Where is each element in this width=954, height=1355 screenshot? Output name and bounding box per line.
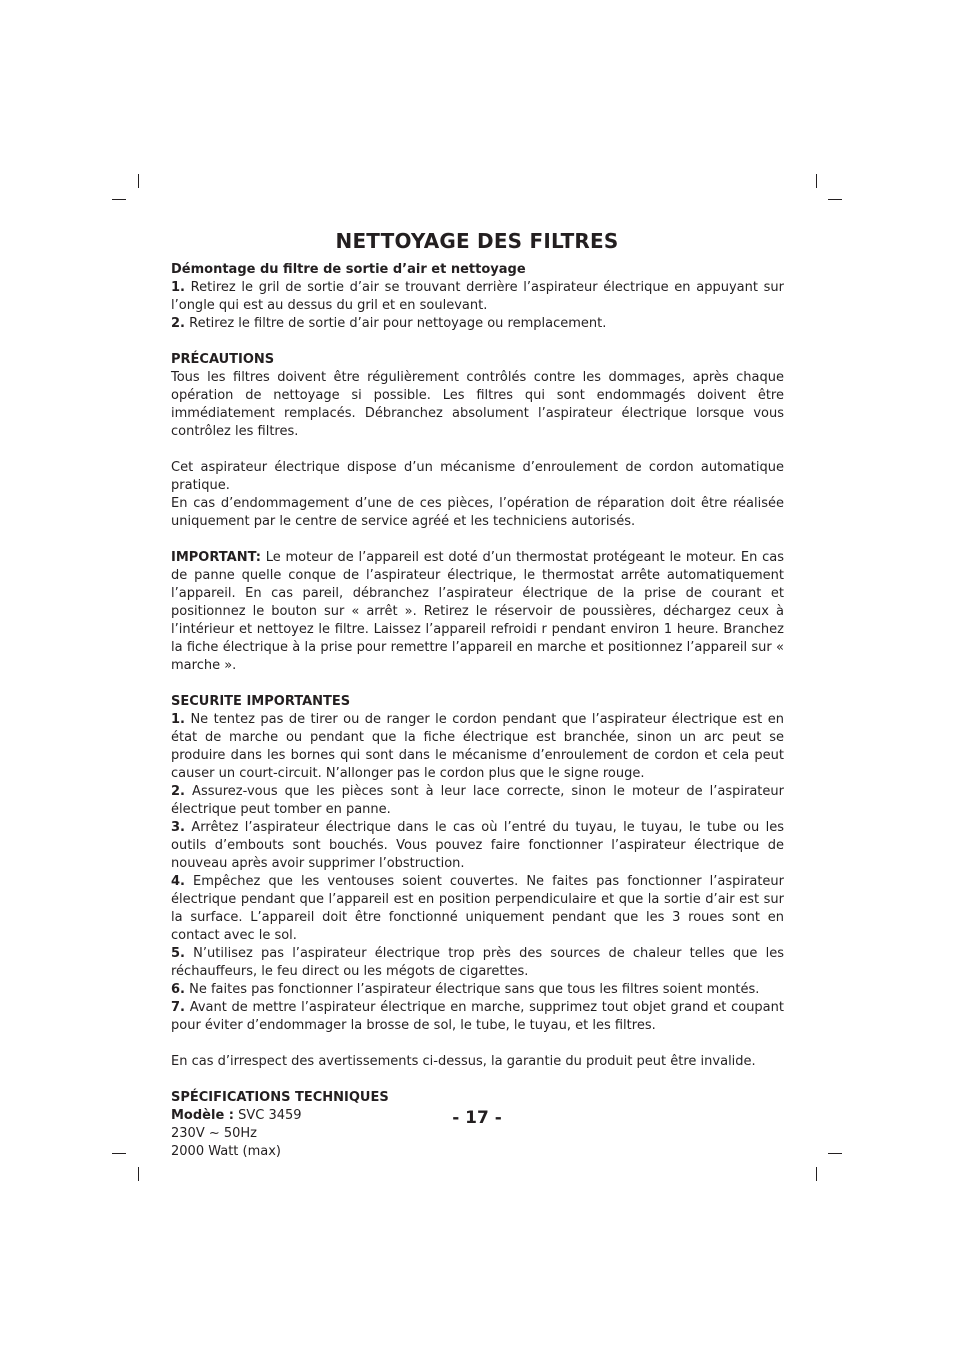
crop-mark (112, 199, 126, 200)
item-number: 4. (171, 874, 185, 889)
crop-mark (828, 199, 842, 200)
list-item (171, 819, 784, 873)
item-number: 5. (171, 946, 185, 961)
item-number: 6. (171, 982, 185, 997)
crop-mark (138, 1167, 139, 1181)
item-number: 2. (171, 316, 185, 331)
item-text: Empêchez que les ventouses soient couvertes. Ne faites pas fonctionner l’aspirateur électrique pendant que l’appareil est en position perpendiculaire et que la sortie d’air est sur la surface. L’appareil doit être fonctionné uniquement pendant que les 3 roues sont en contact avec le sol. (171, 874, 784, 943)
item-number: 1. (171, 712, 185, 727)
list-item (171, 999, 784, 1035)
spec-model-value: SVC 3459 (234, 1108, 302, 1123)
list-item (171, 981, 784, 999)
item-text: N’utilisez pas l’aspirateur électrique trop près des sources de chaleur telles que les réchauffeurs, le feu direct ou les mégots de cigarettes. (171, 946, 784, 979)
important-label: IMPORTANT: (171, 550, 261, 565)
item-text: Ne faites pas fonctionner l’aspirateur électrique sans que tous les filtres soient montés. (184, 982, 760, 997)
item-text: Avant de mettre l’aspirateur électrique en marche, supprimez tout objet grand et coupant pour éviter d’endommager la brosse de sol, le tube, le tuyau, et les filtres. (171, 1000, 784, 1033)
item-number: 3. (171, 820, 185, 835)
item-text: Ne tentez pas de tirer ou de ranger le cordon pendant que l’aspirateur électrique est en état de marche ou pendant que la fiche électrique est branchée, sinon un arc peut se produire dans les bornes qui sont dans le mécanisme d’enroulement de cordon et cela peut causer un court-circuit. N’allonger pas le cordon plus que le signe rouge. (171, 712, 784, 781)
list-item (171, 315, 784, 333)
spec-voltage: 230V ~ 50Hz (171, 1126, 258, 1141)
item-number: 1. (171, 280, 185, 295)
warranty-note: En cas d’irrespect des avertissements ci-dessus, la garantie du produit peut être invalide. (171, 1054, 756, 1069)
section-heading-precautions: PRÉCAUTIONS (171, 352, 275, 367)
section-heading-securite: SECURITE IMPORTANTES (171, 694, 351, 709)
important-paragraph (171, 549, 784, 675)
spec-power: 2000 Watt (max) (171, 1144, 281, 1159)
list-item (171, 945, 784, 981)
crop-mark (816, 174, 817, 188)
item-number: 2. (171, 784, 185, 799)
paragraph: Cet aspirateur électrique dispose d’un mécanisme d’enroulement de cordon automatique pratique. (171, 460, 784, 493)
spec-model-label: Modèle : (171, 1108, 234, 1123)
list-item (171, 783, 784, 819)
crop-mark (112, 1153, 126, 1154)
crop-mark (816, 1167, 817, 1181)
list-item (171, 873, 784, 945)
paragraph: En cas d’endommagement d’une de ces pièces, l’opération de réparation doit être réalisée uniquement par le centre de service agréé et les techniciens autorisés. (171, 496, 784, 529)
section-heading-specs: SPÉCIFICATIONS TECHNIQUES (171, 1090, 389, 1105)
section-heading-filter: Démontage du filtre de sortie d’air et nettoyage (171, 262, 526, 277)
crop-mark (138, 174, 139, 188)
important-text: Le moteur de l’appareil est doté d’un thermostat protégeant le moteur. En cas de panne quelle conque de l’aspirateur électrique, le thermostat arrête automatiquement l’appareil. En cas pareil, débranchez l’aspirateur électrique de la prise de courant et positionnez le bouton sur « arrêt ». Retirez le réservoir de poussières, déchargez ceux à l’intérieur et nettoyez le filtre. Laissez l’appareil refroidi r pendant environ 1 heure. Branchez la fiche électrique à la prise pour remettre l’appareil en marche et positionnez l’appareil sur « marche ». (171, 550, 784, 673)
list-item (171, 711, 784, 783)
page-title: NETTOYAGE DES FILTRES (335, 229, 619, 253)
item-number: 7. (171, 1000, 185, 1015)
list-item (171, 279, 784, 315)
page-content (171, 261, 784, 1161)
item-text: Arrêtez l’aspirateur électrique dans le cas où l’entré du tuyau, le tuyau, le tube ou les outils d’embouts sont bouchés. Vous pouvez faire fonctionner l’aspirateur électrique de nouveau après avoir supprimer l’obstruction. (171, 820, 784, 871)
item-text: Assurez-vous que les pièces sont à leur lace correcte, sinon le moteur de l’aspirateur électrique peut tomber en panne. (171, 784, 784, 817)
crop-mark (828, 1153, 842, 1154)
item-text: Retirez le gril de sortie d’air se trouvant derrière l’aspirateur électrique en appuyant sur l’ongle qui est au dessus du gril et en soulevant. (171, 280, 784, 313)
page-number: - 17 - (452, 1108, 502, 1128)
item-text: Retirez le filtre de sortie d’air pour nettoyage ou remplacement. (184, 316, 607, 331)
paragraph: Tous les filtres doivent être régulièrement contrôlés contre les dommages, après chaque opération de nettoyage si possible. Les filtres qui sont endommagés doivent être immédiatement remplacés. Débranchez absolument l’aspirateur électrique lorsque vous contrôlez les filtres. (171, 370, 784, 439)
